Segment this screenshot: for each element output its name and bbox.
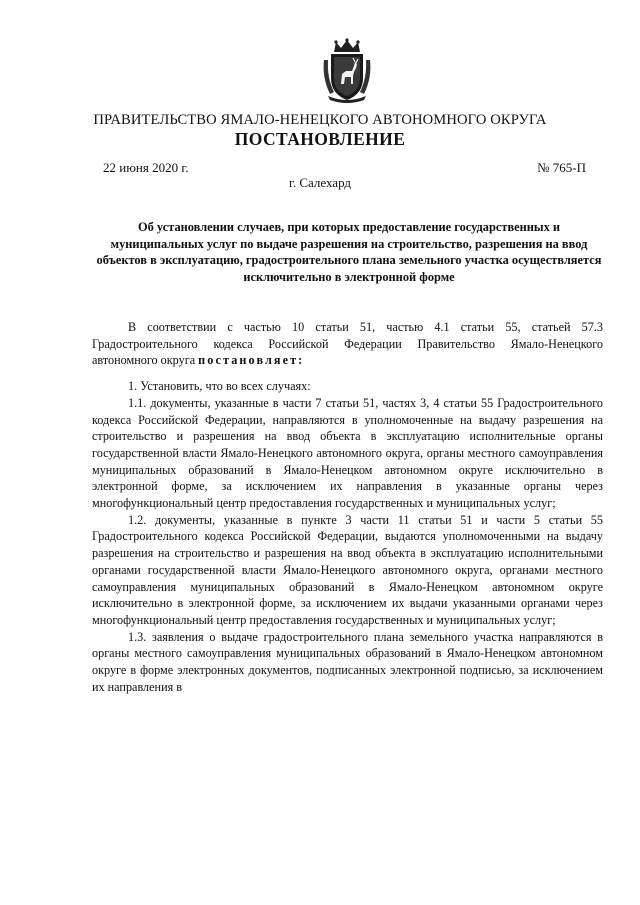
document-city: г. Салехард	[288, 175, 352, 190]
document-type: ПОСТАНОВЛЕНИЕ	[234, 129, 406, 149]
item-1-1: 1.1. документы, указанные в части 7 статьи 51, частях 3, 4 статьи 55 Градостроительного кодекса Российской Федерации, направляются в уполномоченные на выдачу разрешения на строительство и разрешения на ввод объекта в эксплуатацию исполнительные органы государственной власти Ямало-Ненецкого автономного округа, органы местного самоуправления муниципальных образований в Ямало-Ненецком автономном округе исключительно в электронной форме, за исключением их направления в указанные органы через многофункциональный центр предоставления государственных и муниципальных услуг;	[92, 395, 603, 511]
preamble-text: В соответствии с частью 10 статьи 51, частью 4.1 статьи 55, статьей 57.3 Градостроительного кодекса Российской Федерации Правительство Ямало-Ненецкого автономного округа	[92, 320, 603, 368]
item-1: 1. Установить, что во всех случаях:	[128, 379, 311, 394]
document-number: № 765-П	[537, 160, 586, 175]
item-1-2: 1.2. документы, указанные в пункте 3 части 11 статьи 51 и части 5 статьи 55 Градостроительного кодекса Российской Федерации, выдаются уполномоченными на выдачу разрешения на строительство и разрешения на ввод объекта в эксплуатацию исполнительными органами государственной власти Ямало-Ненецкого автономного округа, органами местного самоуправления муниципальных образований в Ямало-Ненецком автономном округе исключительно в электронной форме, за исключением их выдачи указанными органами через многофункциональный центр предоставления государственных и муниципальных услуг;	[92, 512, 603, 627]
document-date: 22 июня 2020 г.	[103, 160, 189, 175]
document-body	[92, 319, 603, 695]
preamble-paragraph	[92, 319, 603, 369]
coat-of-arms-emblem	[322, 38, 372, 104]
document-title: Об установлении случаев, при которых предоставление государственных и муниципальных услуг по выдаче разрешения на строительство, разрешения на ввод объектов в эксплуатацию, градостроительного плана земельного участка осуществляется исключительно в электронной форме	[96, 220, 602, 284]
item-1-3: 1.3. заявления о выдаче градостроительного плана земельного участка направляются в органы местного самоуправления муниципальных образований в Ямало-Ненецком автономном округе в форме электронных документов, подписанных электронной подписью, за исключением их направления в	[92, 629, 603, 694]
preamble-emphasis: постановляет:	[198, 353, 305, 368]
government-name: ПРАВИТЕЛЬСТВО ЯМАЛО-НЕНЕЦКОГО АВТОНОМНОГО ОКРУГА	[93, 112, 547, 128]
